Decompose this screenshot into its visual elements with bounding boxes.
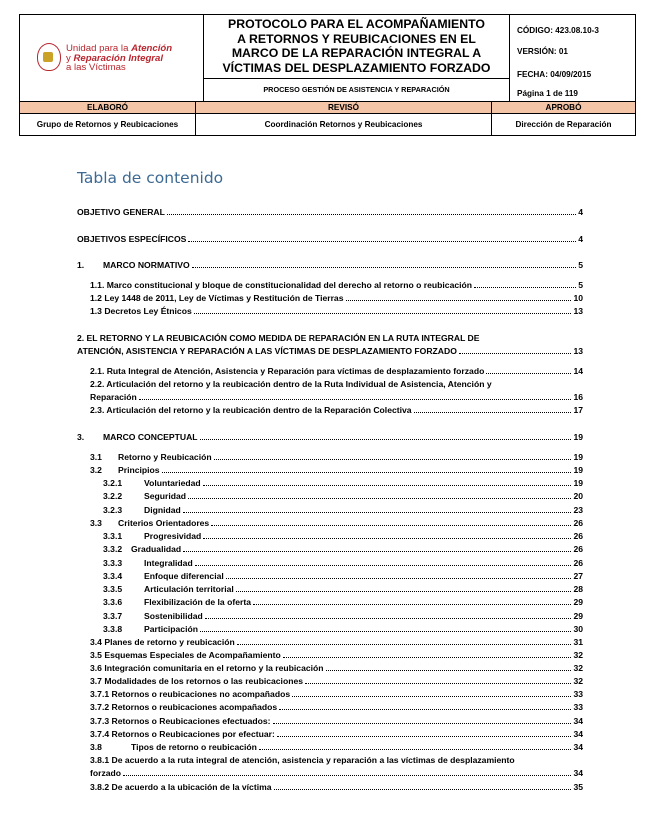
- toc-leader-dots: [205, 618, 572, 619]
- toc-entry-label: Reparación: [90, 392, 137, 402]
- toc-leader-dots: [274, 789, 572, 790]
- toc-entry-page: 28: [573, 584, 583, 594]
- toc-leader-dots: [188, 241, 576, 242]
- toc-entry-label: 2. EL RETORNO Y LA REUBICACIÓN COMO MEDIDA DE REPARACIÓN EN LA RUTA INTEGRAL DE: [77, 333, 480, 343]
- toc-entry-page: 34: [573, 729, 583, 739]
- toc-leader-dots: [192, 267, 576, 268]
- toc-entry-label: 3.8.2 De acuerdo a la ubicación de la víctima: [90, 782, 272, 792]
- toc-leader-dots: [305, 683, 571, 684]
- toc-entry-label: Articulación territorial: [144, 584, 234, 594]
- toc-entry-label: 1.1. Marco constitucional y bloque de constitucionalidad del derecho al retorno o reubicación: [90, 280, 473, 290]
- toc-entry-page: 29: [573, 611, 583, 621]
- toc-entry-label: Principios: [118, 465, 160, 475]
- toc-leader-dots: [167, 214, 576, 215]
- toc-entry-number: 3.3.3: [103, 558, 123, 568]
- toc-entry-page: 13: [573, 306, 583, 316]
- toc-entry[interactable]: [90, 701, 583, 713]
- toc-entry-label: forzado: [90, 768, 122, 778]
- toc-leader-dots: [277, 736, 572, 737]
- approval-labels-row: [19, 102, 636, 114]
- toc-entry-label: Retorno y Reubicación: [118, 452, 212, 462]
- toc-entry[interactable]: [90, 365, 583, 377]
- toc-entry-label: 1.3 Decretos Ley Étnicos: [90, 306, 192, 316]
- toc-entry[interactable]: [103, 431, 583, 443]
- toc-entry-page: 20: [573, 491, 583, 501]
- toc-entry-label: Participación: [144, 624, 198, 634]
- toc-entry-page: 4: [578, 207, 583, 217]
- toc-entry-number: 3.3.1: [103, 531, 123, 541]
- toc-leader-dots: [200, 439, 572, 440]
- toc-entry-page: 26: [573, 531, 583, 541]
- header-top-row: [19, 14, 636, 102]
- toc-entry[interactable]: [90, 279, 583, 291]
- toc-leader-dots: [183, 551, 571, 552]
- toc-entry-number: 3.8: [90, 742, 102, 752]
- toc-entry[interactable]: [144, 504, 583, 516]
- toc-entry-number: 3.3.6: [103, 597, 123, 607]
- toc-entry[interactable]: [144, 557, 583, 569]
- toc-entry-page: 19: [573, 465, 583, 475]
- toc-leader-dots: [194, 313, 572, 314]
- toc-entry-label: Enfoque diferencial: [144, 571, 224, 581]
- toc-leader-dots: [414, 412, 572, 413]
- toc-entry-page: 4: [578, 234, 583, 244]
- toc-entry-label: 3.7.3 Retornos o Reubicaciones efectuados:: [90, 716, 271, 726]
- toc-entry[interactable]: [90, 728, 583, 740]
- toc-entry-number: 3.2.3: [103, 505, 123, 515]
- toc-entry-number: 3.2.2: [103, 491, 123, 501]
- toc-leader-dots: [214, 459, 572, 460]
- toc-leader-dots: [283, 657, 572, 658]
- toc-entry-label: 3.6 Integración comunitaria en el retorno y la reubicación: [90, 663, 324, 673]
- toc-entry-label: Integralidad: [144, 558, 193, 568]
- toc-leader-dots: [292, 696, 571, 697]
- toc-entry-label: 3.8.1 De acuerdo a la ruta integral de atención, asistencia y reparación a las víctimas de desplazamiento: [90, 755, 515, 765]
- toc-entry-label: 3.7.1 Retornos o reubicaciones no acompañados: [90, 689, 291, 699]
- logo-line3: a las Víctimas: [66, 62, 126, 74]
- title-line-3: MARCO DE LA REPARACIÓN INTEGRAL A: [231, 46, 482, 60]
- toc-entry-number: 3.: [77, 432, 85, 442]
- toc-entry[interactable]: [90, 636, 583, 648]
- toc-entry-label: 1.2 Ley 1448 de 2011, Ley de Víctimas y Restitución de Tierras: [90, 293, 344, 303]
- toc-entry-label: Flexibilización de la oferta: [144, 597, 251, 607]
- toc-entry-label: 3.5 Esquemas Especiales de Acompañamiento: [90, 650, 281, 660]
- toc-entry[interactable]: [131, 741, 583, 753]
- logo-line2b: Reparación Integral: [73, 52, 164, 64]
- toc-entry-label: Dignidad: [144, 505, 181, 515]
- toc-entry-number: 3.2: [90, 465, 102, 475]
- toc-entry-page: 16: [573, 392, 583, 402]
- toc-entry-page: 19: [573, 452, 583, 462]
- toc-entry-page: 33: [573, 689, 583, 699]
- toc-entry[interactable]: [90, 688, 583, 700]
- toc-entry-page: 13: [573, 346, 583, 356]
- toc-entry-label: Progresividad: [144, 531, 202, 541]
- toc-entry[interactable]: [90, 391, 583, 403]
- toc-entry-label: Tipos de retorno o reubicación: [131, 742, 257, 752]
- toc-entry[interactable]: [144, 490, 583, 502]
- toc-entry-page: 32: [573, 663, 583, 673]
- document-date: FECHA: 04/09/2015: [517, 70, 592, 79]
- toc-entry-label: ATENCIÓN, ASISTENCIA Y REPARACIÓN A LAS VÍCTIMAS DE DESPLAZAMIENTO FORZADO: [77, 346, 457, 356]
- toc-entry-label: MARCO NORMATIVO: [103, 260, 190, 270]
- title-cell: [204, 15, 510, 101]
- toc-entry-page: 32: [573, 676, 583, 686]
- toc-entry-label: 3.7.4 Retornos o Reubicaciones por efectuar:: [90, 729, 275, 739]
- toc-leader-dots: [188, 498, 571, 499]
- toc-entry-page: 30: [573, 624, 583, 634]
- toc-entry-label: 3.4 Planes de retorno y reubicación: [90, 637, 235, 647]
- toc-entry-number: 1.: [77, 260, 85, 270]
- toc-leader-dots: [279, 709, 571, 710]
- document-code: CÓDIGO: 423.08.10-3: [517, 26, 599, 35]
- toc-entry[interactable]: [144, 477, 583, 489]
- toc-entry[interactable]: [144, 610, 583, 622]
- toc-entry[interactable]: [131, 543, 583, 555]
- unit-logo-text: [66, 44, 172, 73]
- toc-entry[interactable]: [144, 570, 583, 582]
- toc-leader-dots: [273, 723, 572, 724]
- toc-entry-page: 10: [573, 293, 583, 303]
- toc-entry-page: 26: [573, 544, 583, 554]
- toc-entry[interactable]: [90, 675, 583, 687]
- toc-entry-number: 3.3.2: [103, 544, 123, 554]
- toc-entry[interactable]: [90, 781, 583, 793]
- page-indicator: Página 1 de 119: [517, 89, 578, 98]
- toc-leader-dots: [237, 644, 572, 645]
- toc-entry-page: 26: [573, 558, 583, 568]
- toc-entry-label: 3.7 Modalidades de los retornos o las reubicaciones: [90, 676, 304, 686]
- toc-entry-number: 3.2.1: [103, 478, 123, 488]
- aprobo-label: APROBÓ: [545, 103, 582, 112]
- toc-entry[interactable]: [144, 596, 583, 608]
- toc-entry[interactable]: [90, 305, 583, 317]
- toc-leader-dots: [203, 485, 572, 486]
- toc-entry-label: 3.7.2 Retornos o reubicaciones acompañados: [90, 702, 278, 712]
- approval-values-row: [19, 114, 636, 136]
- toc-leader-dots: [326, 670, 572, 671]
- elaboro-label: ELABORÓ: [20, 102, 196, 113]
- toc-leader-dots: [474, 287, 576, 288]
- title-line-4: VÍCTIMAS DEL DESPLAZAMIENTO FORZADO: [222, 60, 491, 75]
- document-title: [204, 17, 509, 79]
- logo-line2a: y: [66, 52, 74, 64]
- toc-leader-dots: [139, 399, 572, 400]
- toc-entry-label: Voluntariedad: [144, 478, 201, 488]
- toc-leader-dots: [183, 512, 572, 513]
- toc-entry[interactable]: [144, 583, 583, 595]
- toc-leader-dots: [195, 565, 572, 566]
- toc-entry-number: 3.3.8: [103, 624, 123, 634]
- toc-leader-dots: [211, 525, 571, 526]
- toc-leader-dots: [259, 749, 572, 750]
- toc-entry-page: 33: [573, 702, 583, 712]
- toc-entry-label: 2.2. Articulación del retorno y la reubicación dentro de la Ruta Individual de Asistencia, Atención y: [90, 379, 492, 389]
- toc-entry-page: 5: [578, 280, 583, 290]
- document-header: [19, 14, 636, 138]
- toc-entry-page: 29: [573, 597, 583, 607]
- toc-leader-dots: [200, 631, 571, 632]
- coat-of-arms-icon: [37, 43, 61, 71]
- toc-entry-label: OBJETIVOS ESPECÍFICOS: [77, 234, 187, 244]
- toc-entry-page: 34: [573, 768, 583, 778]
- logo-line1b: Atención: [131, 43, 173, 54]
- toc-entry-page: 14: [573, 366, 583, 376]
- reviso-label: REVISÓ: [196, 102, 492, 113]
- toc-leader-dots: [123, 775, 571, 776]
- toc-entry-page: 32: [573, 650, 583, 660]
- document-version: VERSIÓN: 01: [517, 47, 568, 56]
- toc-entry-label: Criterios Orientadores: [118, 518, 210, 528]
- toc-entry-page: 5: [578, 260, 583, 270]
- toc-entry[interactable]: [118, 451, 583, 463]
- toc-entry[interactable]: [77, 206, 583, 218]
- toc-leader-dots: [236, 591, 572, 592]
- toc-entry[interactable]: [90, 715, 583, 727]
- logo-line1: Unidad para la: [66, 43, 132, 54]
- toc-entry-label: Seguridad: [144, 491, 187, 501]
- toc-entry[interactable]: [118, 464, 583, 476]
- document-metadata: [510, 15, 635, 101]
- toc-entry-page: 34: [573, 716, 583, 726]
- toc-entry-label: 2.3. Articulación del retorno y la reubicación dentro de la Reparación Colectiva: [90, 405, 412, 415]
- toc-entry[interactable]: [77, 345, 583, 357]
- toc-entry[interactable]: [90, 292, 583, 304]
- title-line-2: A RETORNOS Y REUBICACIONES EN EL: [237, 31, 476, 46]
- toc-entry[interactable]: [90, 767, 583, 779]
- toc-entry[interactable]: [144, 623, 583, 635]
- toc-entry-number: 3.3.7: [103, 611, 123, 621]
- toc-entry-number: 3.3.5: [103, 584, 123, 594]
- toc-entry[interactable]: [90, 378, 583, 390]
- toc-entry-label: MARCO CONCEPTUAL: [103, 432, 198, 442]
- toc-entry-page: 19: [573, 432, 583, 442]
- logo-cell: [20, 15, 204, 101]
- toc-entry-page: 19: [573, 478, 583, 488]
- toc-entry[interactable]: [118, 517, 583, 529]
- toc-entry[interactable]: [90, 754, 583, 766]
- process-name: PROCESO GESTIÓN DE ASISTENCIA Y REPARACIÓN: [263, 85, 450, 94]
- toc-entry[interactable]: [144, 530, 583, 542]
- toc-leader-dots: [459, 353, 572, 354]
- aprobo-value: Dirección de Reparación: [515, 120, 612, 129]
- toc-title: Tabla de contenido: [77, 169, 224, 187]
- toc-entry[interactable]: [90, 662, 583, 674]
- toc-entry-page: 23: [573, 505, 583, 515]
- toc-entry-page: 31: [573, 637, 583, 647]
- toc-leader-dots: [346, 300, 572, 301]
- toc-leader-dots: [162, 472, 572, 473]
- toc-entry-label: Gradualidad: [131, 544, 182, 554]
- toc-entry-label: OBJETIVO GENERAL: [77, 207, 165, 217]
- toc-entry-page: 17: [573, 405, 583, 415]
- toc-entry-page: 27: [573, 571, 583, 581]
- toc-entry[interactable]: [103, 259, 583, 271]
- toc-entry-page: 35: [573, 782, 583, 792]
- toc-entry[interactable]: [77, 233, 583, 245]
- elaboro-value: Grupo de Retornos y Reubicaciones: [20, 114, 196, 135]
- toc-entry[interactable]: [90, 404, 583, 416]
- toc-leader-dots: [253, 604, 571, 605]
- toc-entry-number: 3.3: [90, 518, 102, 528]
- toc-entry[interactable]: [90, 649, 583, 661]
- toc-entry-label: Sostenibilidad: [144, 611, 203, 621]
- toc-entry-number: 3.1: [90, 452, 102, 462]
- toc-leader-dots: [226, 578, 572, 579]
- reviso-value: Coordinación Retornos y Reubicaciones: [196, 114, 492, 135]
- toc-entry-label: 2.1. Ruta Integral de Atención, Asistencia y Reparación para víctimas de desplazamiento forzado: [90, 366, 485, 376]
- toc-entry-page: 34: [573, 742, 583, 752]
- toc-entry-page: 26: [573, 518, 583, 528]
- title-line-1: PROTOCOLO PARA EL ACOMPAÑAMIENTO: [228, 17, 485, 31]
- toc-leader-dots: [203, 538, 571, 539]
- toc-entry[interactable]: [77, 332, 583, 344]
- toc-leader-dots: [486, 373, 571, 374]
- toc-entry-number: 3.3.4: [103, 571, 123, 581]
